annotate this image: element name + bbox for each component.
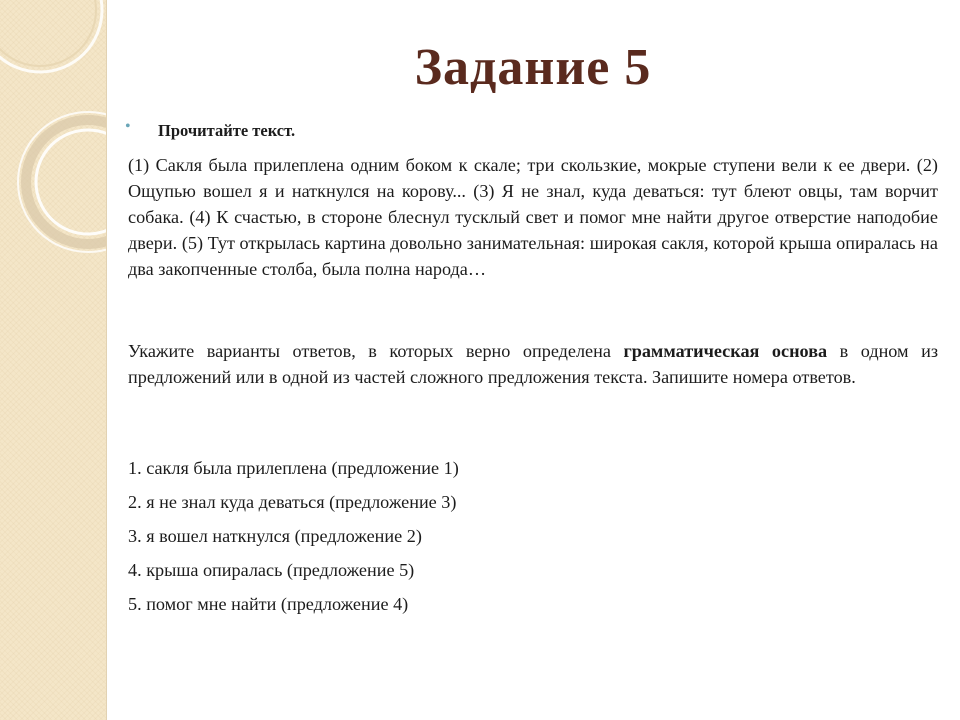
decorative-side-panel	[0, 0, 107, 720]
answer-option: 3. я вошел наткнулся (предложение 2)	[128, 526, 422, 546]
question-text	[128, 338, 938, 390]
passage-text: (1) Сакля была прилеплена одним боком к скале; три скользкие, мокрые ступени вели к ее двери. (2) Ощупью вошел я и наткнулся на корову... (3) Я не знал, куда деваться: тут блеют овцы, там ворчит собака. (4) К счастью, в стороне блеснул тусклый свет и помог мне найти другое отверстие наподобие двери. (5) Тут открылась картина довольно занимательная: широкая сакля, которой крыша опиралась на два закопченные столба, была полна народа…	[128, 155, 938, 279]
answer-option: 2. я не знал куда деваться (предложение 3)	[128, 492, 457, 512]
instruction-text: Прочитайте текст.	[158, 121, 296, 140]
bullet-icon: •	[125, 118, 131, 135]
question-highlight: грамматическая основа	[623, 341, 828, 361]
answer-option: 4. крыша опиралась (предложение 5)	[128, 560, 415, 580]
answer-option: 1. сакля была прилеплена (предложение 1)	[128, 458, 459, 478]
decorative-rings	[0, 0, 106, 320]
answer-option: 5. помог мне найти (предложение 4)	[128, 594, 409, 614]
question-text-start: Укажите варианты ответов, в которых верно определена	[128, 341, 611, 361]
answer-options-list	[128, 455, 459, 625]
question-text-end: в одном из предложений или в одной из частей сложного предложения текста. Запишите номера ответов.	[128, 341, 938, 387]
slide-title: Задание 5	[414, 39, 652, 96]
